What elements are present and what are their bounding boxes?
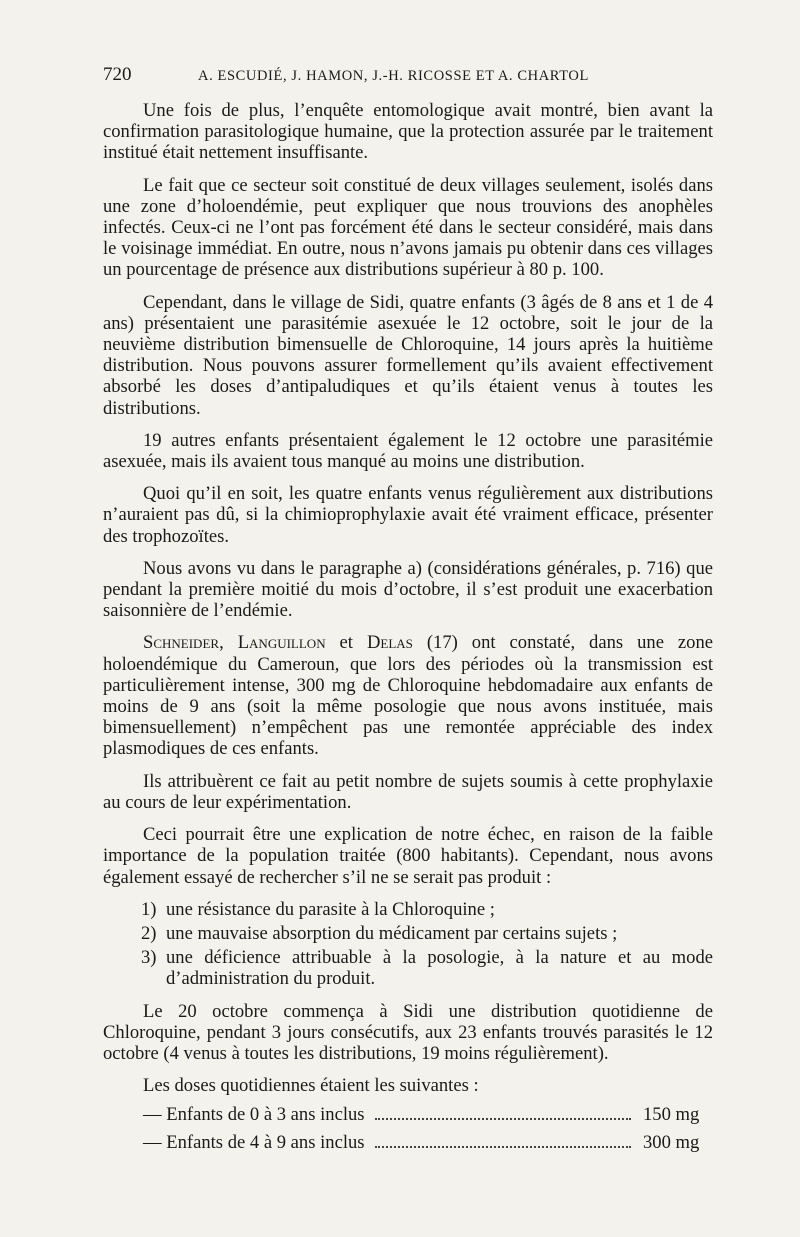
separator: , — [219, 632, 238, 654]
paragraph-text: (17) ont constaté, dans une zone holoendémique du Cameroun, que lors des périodes où la transmission est particulièrement intense, 300 mg de Chloroquine hebdomadaire aux enfants de moins de 9 ans (soit la même posologie que nous avons instituée, mais bimensuellement) n’empêchent pas une remontée appréciable des index plasmodiques de ces enfants. — [103, 632, 714, 760]
paragraph: Une fois de plus, l’enquête entomologique avait montré, bien avant la confirmation parasitologique humaine, que la protection assurée par le traitement institué était nettement insuffisante. — [103, 100, 713, 164]
paragraph: Quoi qu’il en soit, les quatre enfants venus régulièrement aux distributions n’auraient pas dû, si la chimioprophylaxie avait été vraiment efficace, présenter des trophozoïtes. — [103, 483, 713, 547]
list-number: 2) — [141, 922, 157, 944]
list-text: une résistance du parasite à la Chloroquine ; — [166, 898, 495, 920]
list-text: une mauvaise absorption du médicament par certains sujets ; — [166, 922, 618, 944]
dose-label: — Enfants de 0 à 3 ans inclus — [143, 1104, 365, 1126]
paragraph: Le fait que ce secteur soit constitué de deux villages seulement, isolés dans une zone d’holoendémie, peut expliquer que nous trouvions des anophèles infectés. Ceux-ci ne l’ont pas forcément été dans le secteur considéré, mais dans le voisinage immédiat. En outre, nous n’avons jamais pu obtenir dans ces villages un pourcentage de présence aux distributions supérieur à 80 p. 100. — [103, 174, 713, 281]
numbered-list — [103, 899, 713, 990]
dose-value: 150 mg — [643, 1104, 700, 1126]
author-name: Languillon — [237, 632, 326, 654]
paragraph: 19 autres enfants présentaient également le 12 octobre une parasitémie asexuée, mais ils avaient tous manqué au moins une distribution. — [103, 429, 713, 473]
body-text — [103, 100, 713, 1159]
running-header — [103, 64, 713, 86]
paragraph: Nous avons vu dans le paragraphe a) (considérations générales, p. 716) que pendant la première moitié du mois d’octobre, il s’est produit une exacerbation saisonnière de l’endémie. — [103, 557, 713, 622]
list-text: une déficience attribuable à la posologie, à la nature et au mode d’administration du produit. — [166, 947, 713, 990]
paragraph: Cependant, dans le village de Sidi, quatre enfants (3 âgés de 8 ans et 1 de 4 ans) présentaient une parasitémie asexuée le 12 octobre, soit le jour de la neuvième distribution bimensuelle de Chloroquine, 14 jours après la huitième distribution. Nous pouvons assurer formellement qu’ils avaient effectivement absorbé les doses d’antipaludiques et qu’ils étaient venus à toutes les distributions. — [103, 291, 713, 419]
page-number: 720 — [103, 64, 132, 85]
list-item — [103, 923, 713, 944]
running-title: A. ESCUDIÉ, J. HAMON, J.-H. RICOSSE ET A. CHARTOL — [198, 68, 589, 84]
paragraph: Les doses quotidiennes étaient les suivantes : — [143, 1075, 479, 1097]
dose-value: 300 mg — [643, 1131, 700, 1153]
author-name: Delas — [366, 632, 413, 654]
dot-leader — [375, 1146, 631, 1148]
list-number: 3) — [141, 947, 157, 969]
paragraph: Ceci pourrait être une explication de notre échec, en raison de la faible importance de la population traitée (800 habitants). Cependant, nous avons également essayé de rechercher s’il ne se serait pas produit : — [103, 824, 713, 888]
dot-leader — [375, 1118, 631, 1120]
dose-row — [143, 1104, 713, 1125]
list-number: 1) — [141, 898, 157, 920]
list-item — [103, 947, 713, 989]
separator: et — [325, 632, 367, 654]
dose-label: — Enfants de 4 à 9 ans inclus — [143, 1131, 365, 1153]
paragraph: Le 20 octobre commença à Sidi une distribution quotidienne de Chloroquine, pendant 3 jours consécutifs, aux 23 enfants trouvés parasités le 12 octobre (4 venus à toutes les distributions, 19 moins régulièrement). — [103, 1000, 713, 1064]
paragraph: Ils attribuèrent ce fait au petit nombre de sujets soumis à cette prophylaxie au cours de leur expérimentation. — [103, 770, 713, 813]
list-item — [103, 899, 713, 920]
author-name: Schneider — [143, 632, 220, 654]
authors-paragraph — [103, 632, 713, 759]
dose-row — [143, 1132, 713, 1153]
